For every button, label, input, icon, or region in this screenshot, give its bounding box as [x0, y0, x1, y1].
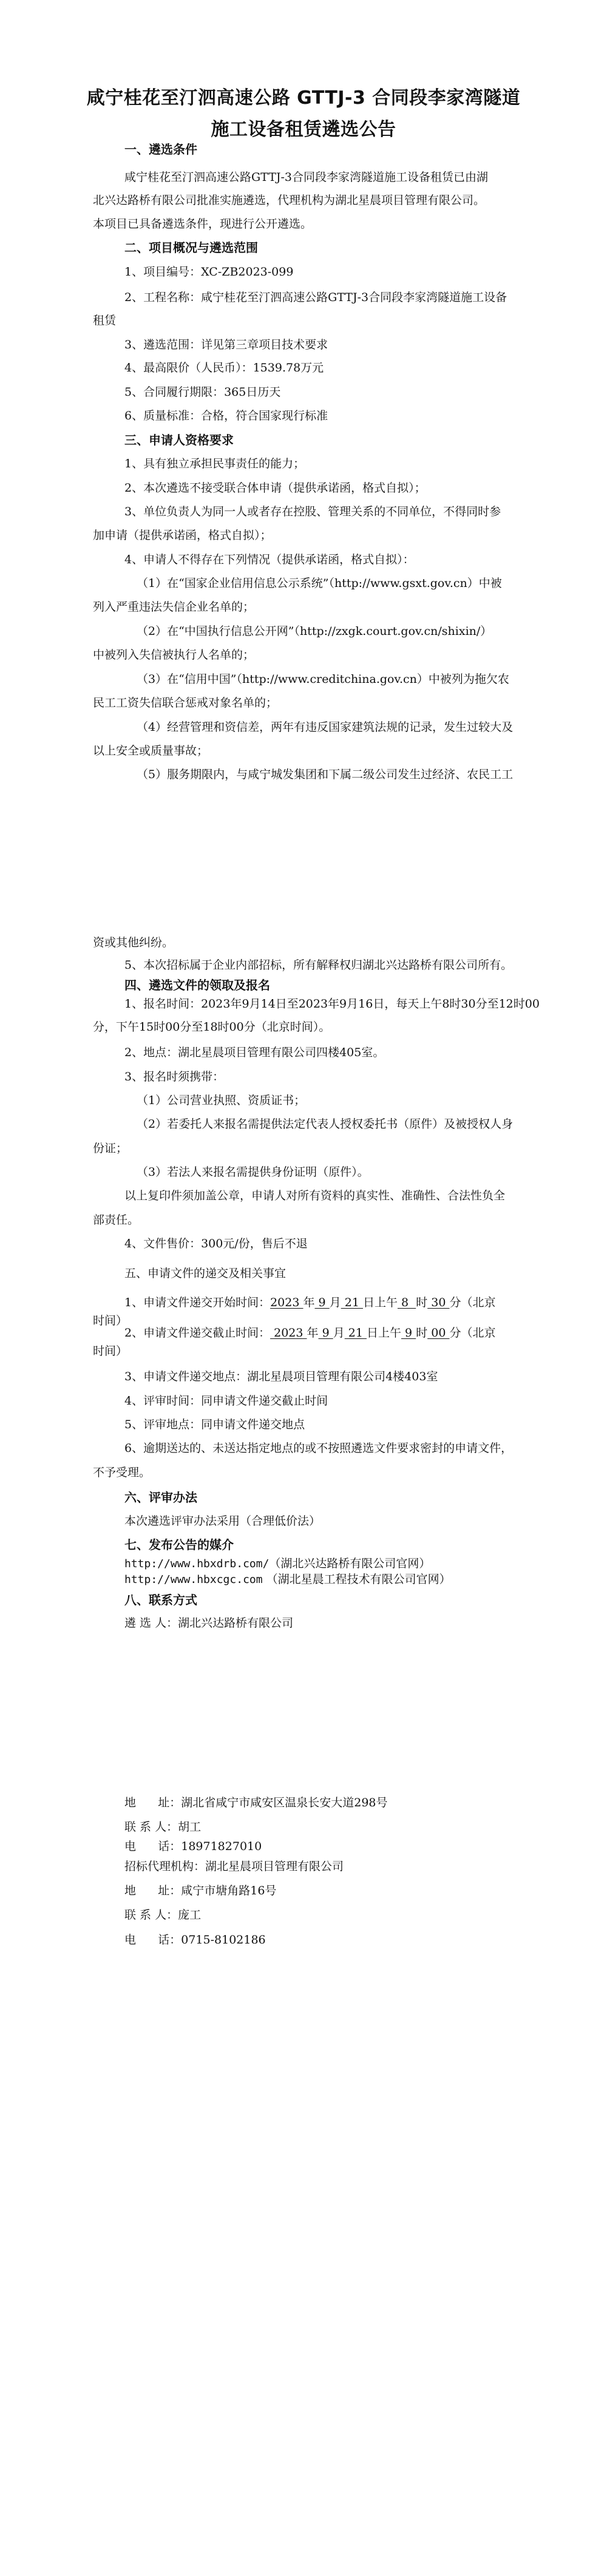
unit-day: 日上午 [367, 1326, 402, 1340]
section-heading-2: 二、项目概况与遴选范围 [124, 240, 258, 255]
document-title-line2: 施工设备租赁遴选公告 [211, 119, 396, 140]
requirement-2-line1: （2）若委托人来报名需提供法定代表人授权委托书（原件）及被授权人身 [137, 1117, 514, 1131]
start-hour: 8 [397, 1296, 416, 1309]
section-heading-1: 一、遴选条件 [124, 142, 197, 157]
end-hour: 9 [401, 1326, 416, 1340]
review-location: 5、评审地点：同申请文件递交地点 [124, 1418, 305, 1431]
submission-end-tz: 时间） [93, 1344, 128, 1358]
unit-month: 月 [329, 1296, 341, 1309]
exclusion-1-line2: 列入严重违法失信企业名单的； [93, 600, 255, 614]
agency-contact: 联 系 人：庞工 [124, 1908, 202, 1922]
end-day: 21 [344, 1326, 367, 1340]
requirement-1: （1）公司营业执照、资质证书； [137, 1094, 306, 1107]
start-day: 21 [341, 1296, 363, 1309]
section-heading-5: 五、申请文件的递交及相关事宜 [124, 1267, 287, 1280]
section-heading-3: 三、申请人资格要求 [124, 433, 234, 447]
requirement-3: （3）若法人来报名需提供身份证明（原件）。 [137, 1165, 369, 1179]
unit-year: 年 [307, 1326, 319, 1340]
media-link-2-desc: （湖北星晨工程技术有限公司官网） [262, 1573, 451, 1586]
unit-year: 年 [303, 1296, 315, 1309]
exclusion-2-line1: （2）在“中国执行信息公开网”（http://zxgk.court.gov.cn/shixin/） [137, 625, 492, 638]
quality-standard: 6、质量标准：合格，符合国家现行标准 [124, 409, 328, 422]
exclusion-4-line1: （4）经营管理和资信差，两年有违反国家建筑法规的记录，发生过较大及 [137, 720, 514, 734]
s1-paragraph-line2: 北兴达路桥有限公司批准实施遴选，代理机构为湖北星晨项目管理有限公司。 [93, 194, 486, 207]
copy-note-line2: 部责任。 [93, 1213, 140, 1227]
exclusion-4-line2: 以上安全或质量事故； [93, 744, 209, 758]
submission-start-time [124, 1295, 496, 1310]
contract-period: 5、合同履行期限：365日历天 [124, 385, 281, 399]
media-link-1-desc: （湖北兴达路桥有限公司官网） [269, 1557, 431, 1570]
selection-scope: 3、遴选范围：详见第三章项目技术要求 [124, 338, 328, 351]
end-year: 2023 [270, 1326, 307, 1340]
agency-name: 招标代理机构：湖北星晨项目管理有限公司 [124, 1860, 344, 1873]
qualification-5: 5、本次招标属于企业内部招标，所有解释权归湖北兴达路桥有限公司所有。 [124, 958, 513, 972]
registration-requirements: 3、报名时须携带： [124, 1070, 225, 1083]
registration-time-line1: 1、报名时间：2023年9月14日至2023年9月16日，每天上午8时30分至12时00 [124, 997, 540, 1011]
unit-minute: 分（北京 [449, 1296, 496, 1309]
unit-hour: 时 [416, 1296, 428, 1309]
exclusion-3-line1: （3）在“信用中国”（http://www.creditchina.gov.cn）中被列为拖欠农 [137, 673, 509, 686]
requirement-2-line2: 份证； [93, 1142, 128, 1155]
start-year: 2023 [270, 1296, 304, 1309]
submission-start-label: 1、申请文件递交开始时间： [124, 1296, 271, 1309]
media-link-1 [124, 1556, 430, 1571]
document-price: 4、文件售价：300元/份，售后不退 [124, 1237, 308, 1250]
start-month: 9 [314, 1296, 330, 1309]
copy-note-line1: 以上复印件须加盖公章，申请人对所有资料的真实性、准确性、合法性负全 [124, 1189, 506, 1202]
qualification-3-line1: 3、单位负责人为同一人或者存在控股、管理关系的不同单位，不得同时参 [124, 505, 501, 518]
unit-hour: 时 [416, 1326, 428, 1340]
submission-end-time [124, 1326, 495, 1340]
registration-location: 2、地点：湖北星晨项目管理有限公司四楼405室。 [124, 1046, 385, 1059]
registration-time-line2: 分，下午15时00分至18时00分（北京时间）。 [93, 1020, 331, 1034]
selector-name: 遴 选 人：湖北兴达路桥有限公司 [124, 1616, 294, 1630]
review-time: 4、评审时间：同申请文件递交截止时间 [124, 1394, 328, 1408]
project-name-line1: 2、工程名称：咸宁桂花至汀泗高速公路GTTJ-3合同段李家湾隧道施工设备 [124, 291, 507, 304]
exclusion-5-line1: （5）服务期限内，与咸宁城发集团和下属二级公司发生过经济、农民工工 [137, 768, 514, 781]
selector-phone: 电 话：18971827010 [124, 1840, 262, 1853]
submission-start-tz: 时间） [93, 1314, 128, 1327]
media-link-1-url[interactable]: http://www.hbxdrb.com/ [124, 1557, 270, 1570]
s1-paragraph-line3: 本项目已具备遴选条件，现进行公开遴选。 [93, 217, 313, 231]
exclusion-5-line2: 资或其他纠纷。 [93, 936, 174, 949]
late-submission-line1: 6、逾期送达的、未送达指定地点的或不按照遴选文件要求密封的申请文件， [124, 1442, 513, 1455]
section-heading-8: 八、联系方式 [124, 1593, 197, 1607]
end-month: 9 [318, 1326, 333, 1340]
s1-paragraph-line1: 咸宁桂花至汀泗高速公路GTTJ-3合同段李家湾隧道施工设备租赁已由湖 [124, 171, 489, 184]
document-title-line1: 咸宁桂花至汀泗高速公路 GTTJ-3 合同段李家湾隧道 [86, 87, 521, 109]
qualification-2: 2、本次遴选不接受联合体申请（提供承诺函，格式自拟）； [124, 481, 426, 495]
agency-phone: 电 话：0715-8102186 [124, 1933, 266, 1947]
review-method: 本次遴选评审办法采用（合理低价法） [124, 1514, 321, 1528]
unit-month: 月 [333, 1326, 345, 1340]
unit-day: 日上午 [362, 1296, 398, 1309]
exclusion-1-line1: （1）在“国家企业信用信息公示系统”（http://www.gsxt.gov.cn）中被 [137, 577, 502, 590]
start-minute: 30 [427, 1296, 450, 1309]
selector-contact: 联 系 人：胡工 [124, 1820, 202, 1834]
exclusion-2-line2: 中被列入失信被执行人名单的； [93, 648, 255, 662]
exclusion-3-line2: 民工工资失信联合惩戒对象名单的； [93, 696, 278, 710]
submission-location: 3、申请文件递交地点：湖北星晨项目管理有限公司4楼403室 [124, 1370, 438, 1383]
qualification-4: 4、申请人不得存在下列情况（提供承诺函，格式自拟）： [124, 553, 415, 566]
media-link-2 [124, 1572, 451, 1587]
section-heading-4: 四、遴选文件的领取及报名 [124, 978, 270, 992]
late-submission-line2: 不予受理。 [93, 1466, 151, 1479]
section-heading-7: 七、发布公告的媒介 [124, 1537, 234, 1552]
selector-address: 地 址：湖北省咸宁市咸安区温泉长安大道298号 [124, 1796, 388, 1809]
max-price: 4、最高限价（人民币）：1539.78万元 [124, 361, 324, 375]
project-name-line2: 租赁 [93, 314, 117, 327]
agency-address: 地 址：咸宁市塘角路16号 [124, 1884, 277, 1897]
project-number: 1、项目编号：XC-ZB2023-099 [124, 265, 294, 279]
submission-end-label: 2、申请文件递交截止时间： [124, 1326, 271, 1340]
section-heading-6: 六、评审办法 [124, 1490, 197, 1505]
media-link-2-url[interactable]: http://www.hbxcgc.com [124, 1573, 263, 1586]
unit-minute: 分（北京 [449, 1326, 496, 1340]
qualification-1: 1、具有独立承担民事责任的能力； [124, 457, 305, 470]
end-minute: 00 [427, 1326, 450, 1340]
qualification-3-line2: 加申请（提供承诺函，格式自拟）； [93, 529, 272, 542]
